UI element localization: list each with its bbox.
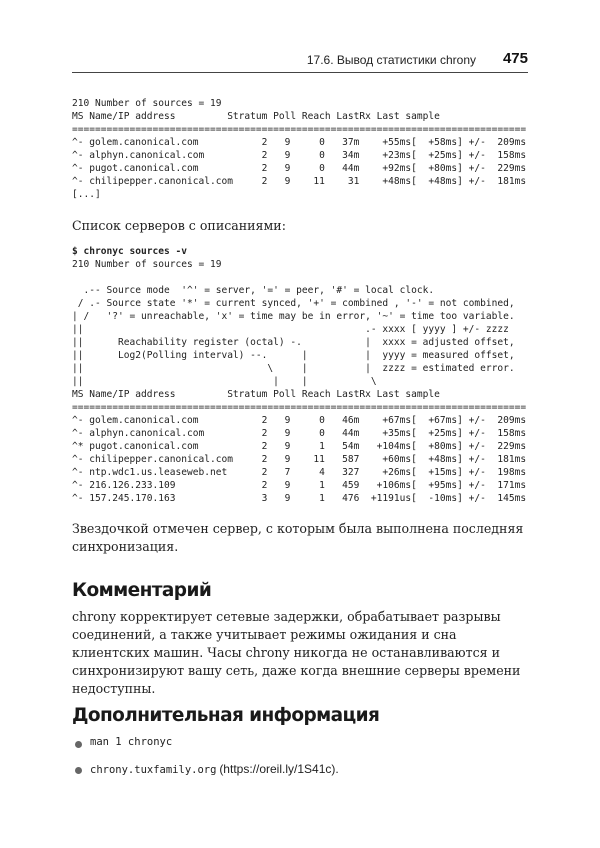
website-link[interactable]: (https://oreil.ly/1S41c). [219, 762, 339, 776]
code-block-sources-verbose-lines: 210 Number of sources = 19 .-- Source mode '^' = server, '=' = peer, '#' = local clock. / .- Source state '*' = current synced, '+' = combined , '-' = not combined, | / '?' = unreachable, 'x' = time may be in error, '~' = time too variable. || .- xxxx [ yyyy ] +/- zzzz || Reachability register (octal) -. | xxxx = adjusted offset, || Log2(Polling interval) --. | | yyyy = measured offset, || \ | | zzzz = estimated error. || | | \ MS Name/IP address Stratum Poll Reach LastRx Last sample =============================================================================== ^- golem.canonical.com 2 9 0 46m +67ms[ +67ms] +/- 209ms ^- alphyn.canonical.com 2 9 0 44m +35ms[ +25ms] +/- 158ms ^* pugot.canonical.com 2 9 1 54m +104ms[ +80ms] +/- 229ms ^- chilipepper.canonical.com 2 9 11 587 +60ms[ +48ms] +/- 181ms ^- ntp.wdc1.us.leaseweb.net 2 7 4 327 +26ms[ +15ms] +/- 198ms ^- 216.126.233.109 2 9 1 459 +106ms[ +95ms] +/- 171ms ^- 157.245.170.163 3 9 1 476 +1191us[ -10ms] +/- 145ms [72, 259, 527, 504]
list-item [72, 736, 528, 762]
bullet-website [90, 762, 339, 776]
heading-more-info: Дополнительная информация [72, 705, 380, 726]
bullet-icon [75, 767, 82, 774]
running-header [72, 48, 528, 73]
paragraph-comment: chrony корректирует сетевые задержки, обрабатывает разрывы соединений, а также учитывает режимы ожидания и сна клиентских машин. Часы chrony никогда не останавливаются и синхронизируют вашу сеть, даже когда внешние серверы времени недоступны. [72, 609, 521, 696]
paragraph-sources-list: Список серверов с описаниями: [72, 218, 286, 233]
paragraph-asterisk-note: Звездочкой отмечен сервер, с которым была выполнена последняя синхронизация. [72, 521, 524, 554]
command-line: $ chronyc sources -v [72, 246, 187, 257]
website-domain[interactable]: chrony.tuxfamily.org [90, 764, 217, 776]
code-block-sources-lines: 210 Number of sources = 19 MS Name/IP address Stratum Poll Reach LastRx Last sample =============================================================================== ^- golem.canonical.com 2 9 0 37m +55ms[ +58ms] +/- 209ms ^- alphyn.canonical.com 2 9 0 34m +23ms[ +25ms] +/- 158ms ^- pugot.canonical.com 2 9 0 44m +92ms[ +80ms] +/- 229ms ^- chilipepper.canonical.com 2 9 11 31 +48ms[ +48ms] +/- 181ms [...] [72, 98, 527, 200]
code-block-sources-verbose [72, 245, 532, 505]
bullet-man-page: man 1 chronyc [90, 736, 173, 748]
chapter-title: 17.6. Вывод статистики chrony [306, 53, 476, 67]
list-item [72, 762, 528, 788]
heading-comment: Комментарий [72, 580, 212, 601]
page-number: 475 [502, 50, 528, 67]
more-info-list [72, 736, 528, 788]
bullet-icon [75, 741, 82, 748]
code-block-sources [72, 97, 532, 201]
